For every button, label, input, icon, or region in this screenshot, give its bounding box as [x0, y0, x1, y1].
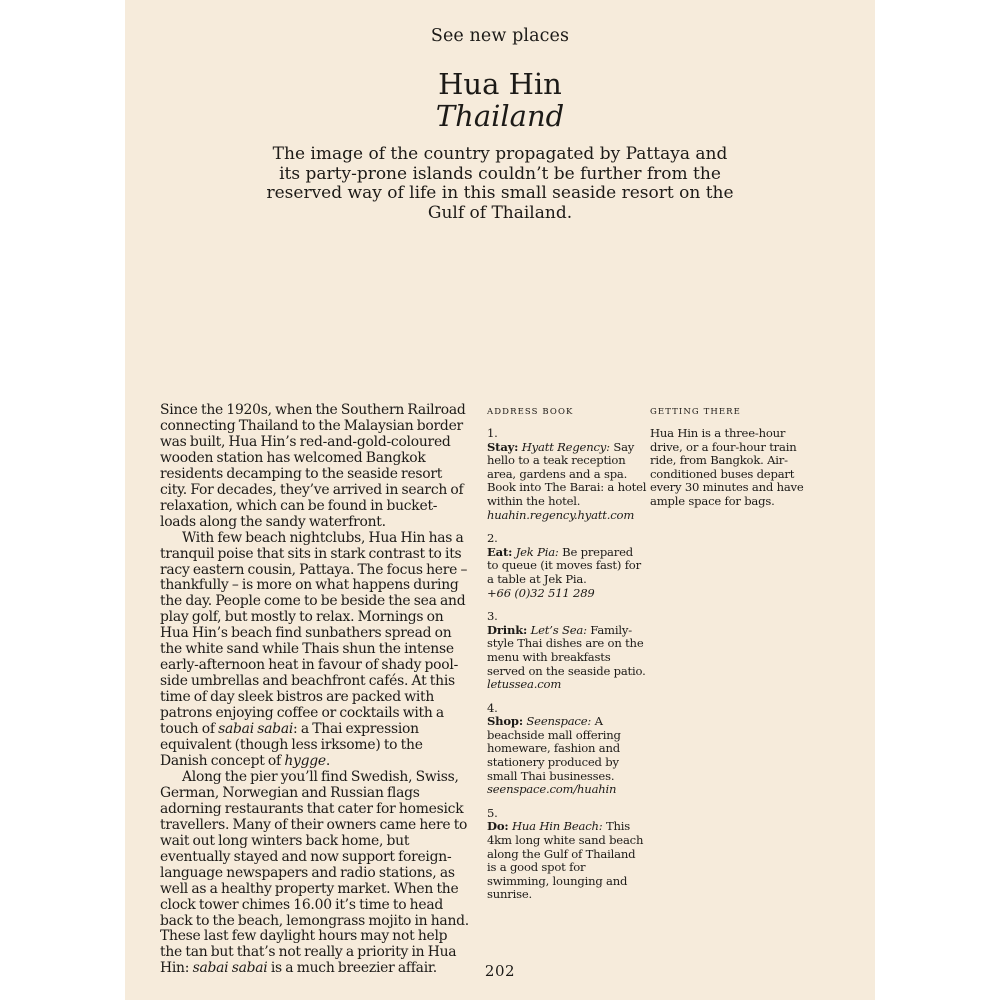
entry-detail: huahin.regency.hyatt.com: [487, 507, 635, 522]
address-entry: [487, 532, 647, 600]
body-italic: sabai sabai: [218, 721, 294, 738]
section-title: See new places: [430, 26, 570, 46]
body-paragraph-2: [160, 531, 472, 770]
body-italic: sabai sabai: [192, 960, 268, 977]
entry-name: Jek Pia:: [515, 544, 559, 559]
intro-standfirst: The image of the country propagated by Pattaya and its party-prone islands couldn’t be further from the reserved way of life in this small seaside resort on the Gulf of Thailand.: [266, 144, 734, 223]
address-entry: [487, 702, 647, 797]
entry-detail: letussea.com: [487, 677, 562, 692]
address-book-heading: ADDRESS BOOK: [487, 407, 574, 417]
page-number: 202: [484, 962, 516, 980]
entry-text: Say hello to a teak reception area, gardens and a spa. Book into The Barai: a hotel within the hotel.: [487, 439, 647, 508]
address-entry: [487, 807, 647, 902]
entry-number: 4.: [487, 700, 498, 715]
getting-there-heading: GETTING THERE: [650, 407, 741, 417]
entry-detail: seenspace.com/huahin: [487, 782, 617, 797]
address-entry: [487, 610, 647, 692]
entry-number: 5.: [487, 805, 498, 820]
entry-name: Seenspace:: [526, 714, 592, 729]
body-italic: hygge: [284, 752, 326, 769]
body-text: .: [325, 752, 331, 769]
article-body: [160, 403, 472, 977]
entry-detail: +66 (0)32 511 289: [487, 585, 595, 600]
getting-there-text: Hua Hin is a three-hour drive, or a four-hour train ride, from Bangkok. Air-conditioned buses depart every 30 minutes and have ample space for bags.: [650, 426, 804, 508]
entry-name: Hua Hin Beach:: [511, 819, 603, 834]
entry-category: Eat:: [487, 544, 513, 559]
magazine-page: [125, 0, 875, 1000]
place-country: Thailand: [435, 99, 565, 133]
address-book: [487, 406, 647, 912]
getting-there: [650, 406, 815, 509]
body-text: Along the pier you’ll find Swedish, Swiss, German, Norwegian and Russian flags adorning restaurants that cater for homesick travellers. Many of their owners came here to wait out long winters back home, but eventually stayed and now support foreign-language newspapers and radio stations, as well as a healthy property market. When the clock tower chimes 16.00 it’s time to head back to the beach, lemongrass mojito in hand. These last few daylight hours may not help the tan but that’s not really a priority in Hua Hin:: [160, 768, 469, 977]
entry-text: Family-style Thai dishes are on the menu with breakfasts served on the seaside patio.: [487, 622, 646, 678]
body-text: With few beach nightclubs, Hua Hin has a tranquil poise that sits in stark contrast to its racy eastern cousin, Pattaya. The focus here – thankfully – is more on what happens during the day. People come to be beside the sea and play golf, but mostly to relax. Mornings on Hua Hin’s beach find sunbathers spread on the white sand while Thais shun the intense early-afternoon heat in favour of shady pool-side umbrellas and beachfront cafés. At this time of day sleek bistros are packed with patrons enjoying coffee or cocktails with a touch of: [160, 529, 468, 738]
entry-text: Be prepared to queue (it moves fast) for a table at Jek Pia.: [487, 544, 641, 586]
entry-category: Drink:: [487, 622, 528, 637]
entry-name: Let’s Sea:: [530, 622, 587, 637]
entry-number: 1.: [487, 426, 498, 440]
body-paragraph-3: [160, 770, 472, 977]
entry-number: 2.: [487, 531, 498, 546]
place-title: [125, 68, 875, 132]
entry-category: Do:: [487, 819, 509, 834]
entry-number: 3.: [487, 609, 498, 624]
entry-category: Stay:: [487, 439, 519, 454]
entry-text: A beachside mall offering homeware, fashion and stationery produced by small Thai businesses.: [487, 714, 621, 783]
entry-name: Hyatt Regency:: [521, 439, 610, 454]
place-name: Hua Hin: [438, 67, 562, 101]
address-entry: [487, 427, 647, 522]
entry-category: Shop:: [487, 714, 523, 729]
body-paragraph-1: Since the 1920s, when the Southern Railroad connecting Thailand to the Malaysian border was built, Hua Hin’s red-and-gold-coloured wooden station has welcomed Bangkok residents decamping to the seaside resort city. For decades, they’ve arrived in search of relaxation, which can be found in bucket-loads along the sandy waterfront.: [160, 402, 466, 530]
entry-text: This 4km long white sand beach along the Gulf of Thailand is a good spot for swimming, lounging and sunrise.: [487, 819, 644, 902]
body-text: is a much breezier affair.: [270, 960, 437, 977]
body-text: : a Thai expression equivalent (though less irksome) to the Danish concept of: [160, 721, 423, 769]
